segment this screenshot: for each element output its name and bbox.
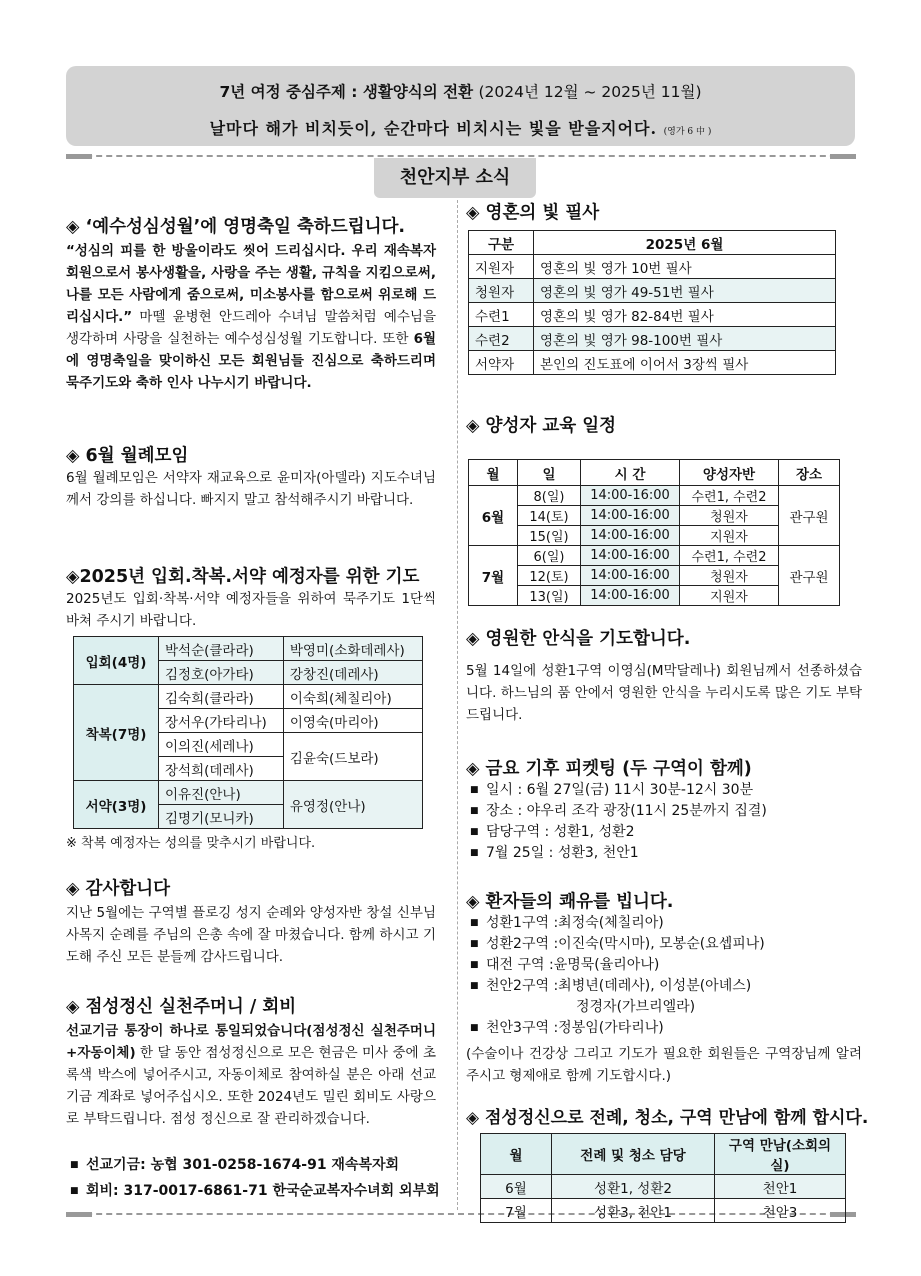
place-cell: 관구원 xyxy=(779,486,840,546)
table-cell: 김명기(모니카) xyxy=(159,805,284,829)
table-cell: 6(일) xyxy=(518,546,581,566)
page-title: 천안지부 소식 xyxy=(374,158,536,198)
table-cell: 14:00-16:00 xyxy=(581,486,680,506)
fund-accounts xyxy=(70,1155,440,1202)
table-cell: 성환1, 성환2 xyxy=(552,1175,715,1199)
section-body-eternal-rest: 5월 14일에 성환1구역 이영심(M막달레나) 회원님께서 선종하셨습니다. 하느님의 품 안에서 영원한 안식을 누리시도록 많은 기도 부탁드립니다. xyxy=(466,663,862,723)
group-label: 서약(3명) xyxy=(74,781,159,829)
table-cell: 이의진(세레나) xyxy=(159,733,284,757)
table-header: 양성자반 xyxy=(680,460,779,486)
table-cell: 7월 xyxy=(481,1199,552,1223)
table-cell: 14:00-16:00 xyxy=(581,526,680,546)
group-label: 입회(4명) xyxy=(74,637,159,685)
table-cell: 본인의 진도표에 이어서 3장씩 필사 xyxy=(534,351,836,375)
list-item: ■ 선교기금: 농협 301-0258-1674-91 재속복자회 xyxy=(70,1157,400,1173)
table-header: 장소 xyxy=(779,460,840,486)
list-item: ■ 7월 25일 : 성환3, 천안1 xyxy=(470,845,639,861)
section-title-liturgy: ◈ 점성정신으로 전례, 청소, 구역 만남에 함께 합시다. xyxy=(466,1108,869,1128)
table-cell: 수련1, 수련2 xyxy=(680,486,779,506)
table-cell: 천안1 xyxy=(715,1175,846,1199)
liturgy-table xyxy=(480,1133,846,1223)
table-cell: 천안3 xyxy=(715,1199,846,1223)
list-item: ■ 장소 : 야우리 조각 광장(11시 25분까지 집결) xyxy=(470,803,767,819)
table-cell: 수련1 xyxy=(469,303,534,327)
list-item: ■ 대전 구역 : 윤명묵(율리아나) xyxy=(470,957,660,973)
list-item: ■ 성환2구역 : 이진숙(막시마), 모봉순(요셉피나) xyxy=(470,936,765,952)
table-cell: 이영숙(마리아) xyxy=(283,709,422,733)
section-body-fund: 선교기금 통장이 하나로 통일되었습니다(점성정신 실천주머니+자동이체) 한 달 동안 점성정신으로 모은 현금은 미사 중에 초록색 박스에 넣어주시고, 자동이체로 참여하실 분은 아래 선교기금 계좌로 넣어주십시오. 또한 2024년도 밀린 회비도 사랑으로 부탁드립니다. 점성 정신으로 잘 관리하겠습니다. xyxy=(66,1023,436,1127)
list-item: ■ 일시 : 6월 27일(금) 11시 30분-12시 30분 xyxy=(470,782,754,798)
header-banner xyxy=(66,66,855,146)
healing-list xyxy=(470,913,765,1039)
table-cell: 김정호(아가타) xyxy=(159,661,284,685)
table-cell: 이숙희(체칠리아) xyxy=(283,685,422,709)
month-cell: 7월 xyxy=(469,546,518,606)
header-theme: 7년 여정 중심주제 : 생활양식의 전환 (2024년 12월 ~ 2025년 11월) xyxy=(219,83,702,101)
table-cell: 이유진(안나) xyxy=(159,781,284,805)
table-cell: 8(일) xyxy=(518,486,581,506)
section-title-eternal-rest: ◈ 영원한 안식을 기도합니다. xyxy=(466,629,691,649)
table-cell: 14:00-16:00 xyxy=(581,506,680,526)
table-header: 구역 만남(소회의실) xyxy=(715,1134,846,1175)
list-item: 정경자(가브리엘라) xyxy=(576,999,696,1015)
schedule-table xyxy=(468,459,840,606)
healing-note: (수술이나 건강상 그리고 기도가 필요한 회원들은 구역장님께 알려주시고 형제애로 함께 기도합시다.) xyxy=(466,1046,862,1084)
table-cell: 청원자 xyxy=(469,279,534,303)
section-title-fund: ◈ 점성정신 실천주머니 / 회비 xyxy=(66,997,297,1017)
section-body-monthly: 6월 월례모임은 서약자 재교육으로 윤미자(아델라) 지도수녀님께서 강의를 하십니다. 빠지지 말고 참석해주시기 바랍니다. xyxy=(66,470,436,508)
table-cell: 14(토) xyxy=(518,506,581,526)
table-cell: 강창진(데레사) xyxy=(283,661,422,685)
table-cell: 박영미(소화데레사) xyxy=(283,637,422,661)
table-cell: 12(토) xyxy=(518,566,581,586)
transcription-table xyxy=(468,230,836,375)
list-item: ■ 담당구역 : 성환1, 성환2 xyxy=(470,824,635,840)
list-item: ■ 천안2구역 : 최병년(데레사), 이성분(아녜스) xyxy=(470,978,752,994)
table-cell: 수련2 xyxy=(469,327,534,351)
section-body-prayer: 2025년도 입회·착복·서약 예정자들을 위하여 묵주기도 1단씩 바쳐 주시기 바랍니다. xyxy=(66,591,436,629)
divider-top xyxy=(66,155,856,157)
table-cell: 청원자 xyxy=(680,566,779,586)
table-header: 월 xyxy=(469,460,518,486)
table-cell: 수련1, 수련2 xyxy=(680,546,779,566)
section-title-healing: ◈ 환자들의 쾌유를 빕니다. xyxy=(466,892,674,912)
table-cell: 지원자 xyxy=(680,526,779,546)
table-cell: 성환3, 천안1 xyxy=(552,1199,715,1223)
candidates-table xyxy=(73,636,423,829)
place-cell: 관구원 xyxy=(779,546,840,606)
table-cell: 서약자 xyxy=(469,351,534,375)
table-cell: 장서우(가타리나) xyxy=(159,709,284,733)
list-item: ■ 성환1구역 : 최정숙(체칠리아) xyxy=(470,915,664,931)
table-cell: 14:00-16:00 xyxy=(581,586,680,606)
table-cell: 김숙희(클라라) xyxy=(159,685,284,709)
table-cell: 장석희(데레사) xyxy=(159,757,284,781)
table-cell: 15(일) xyxy=(518,526,581,546)
table-cell: 박석순(클라라) xyxy=(159,637,284,661)
table-header: 전례 및 청소 담당 xyxy=(552,1134,715,1175)
table-header: 일 xyxy=(518,460,581,486)
table-cell: 14:00-16:00 xyxy=(581,566,680,586)
table-cell: 지원자 xyxy=(680,586,779,606)
picketing-list xyxy=(470,780,767,864)
table-cell: 지원자 xyxy=(469,255,534,279)
group-label: 착복(7명) xyxy=(74,685,159,781)
table-cell: 영혼의 빛 영가 10번 필사 xyxy=(534,255,836,279)
month-cell: 6월 xyxy=(469,486,518,546)
candidates-note: ※ 착복 예정자는 성의를 맞추시기 바랍니다. xyxy=(66,836,316,851)
table-header: 구분 xyxy=(469,231,534,255)
table-header: 2025년 6월 xyxy=(534,231,836,255)
section-title-prayer: ◈2025년 입회.착복.서약 예정자를 위한 기도 xyxy=(66,567,420,587)
list-item: ■ 천안3구역 : 정봉임(가타리나) xyxy=(470,1020,664,1036)
column-divider xyxy=(457,200,458,1210)
section-title-schedule: ◈ 양성자 교육 일정 xyxy=(466,416,617,436)
table-cell: 13(일) xyxy=(518,586,581,606)
table-cell: 영혼의 빛 영가 82-84번 필사 xyxy=(534,303,836,327)
section-body-thanks: 지난 5월에는 구역별 플로깅 성지 순례와 양성자반 창설 신부님 사목지 순례를 주님의 은총 속에 잘 마쳤습니다. 함께 하시고 기도해 주신 모든 분들께 감사드립니다. xyxy=(66,905,436,965)
table-cell: 김윤숙(드보라) xyxy=(283,733,422,781)
section-body-feast: “성심의 피를 한 방울이라도 씻어 드리십시다. 우리 재속복자회원으로서 봉사생활을, 사랑을 주는 생활, 규칙을 지킴으로써, 나를 모든 사람에게 줌으로써, 미소봉사를 함으로써 위로해 드리십시다.” 마뗄 윤병현 안드레아 수녀님 말씀처럼 예수님을 생각하며 사랑을 실천하는 예수성심성월 기도합니다. 또한 6월에 영명축일을 맞이하신 모든 회원님들 진심으로 축하드리며 묵주기도와 축하 인사 나누시기 바랍니다. xyxy=(66,243,436,391)
header-quote: 날마다 해가 비치듯이, 순간마다 비치시는 빛을 받을지어다. (영가 6 中 ) xyxy=(209,119,712,138)
table-cell: 청원자 xyxy=(680,506,779,526)
table-cell: 14:00-16:00 xyxy=(581,546,680,566)
section-title-thanks: ◈ 감사합니다 xyxy=(66,879,171,899)
table-cell: 유영정(안나) xyxy=(283,781,422,829)
table-cell: 영혼의 빛 영가 98-100번 필사 xyxy=(534,327,836,351)
table-header: 월 xyxy=(481,1134,552,1175)
section-title-feast: ◈ ‘예수성심성월’에 영명축일 축하드립니다. xyxy=(66,217,406,237)
table-cell: 6월 xyxy=(481,1175,552,1199)
section-title-picketing: ◈ 금요 기후 피켓팅 (두 구역이 함께) xyxy=(466,759,752,779)
section-title-monthly: ◈ 6월 월례모임 xyxy=(66,446,189,466)
table-header: 시 간 xyxy=(581,460,680,486)
list-item: ■ 회비: 317-0017-6861-71 한국순교복자수녀회 외부회 xyxy=(70,1183,440,1199)
section-title-transcription: ◈ 영혼의 빛 필사 xyxy=(466,203,600,223)
table-cell: 영혼의 빛 영가 49-51번 필사 xyxy=(534,279,836,303)
